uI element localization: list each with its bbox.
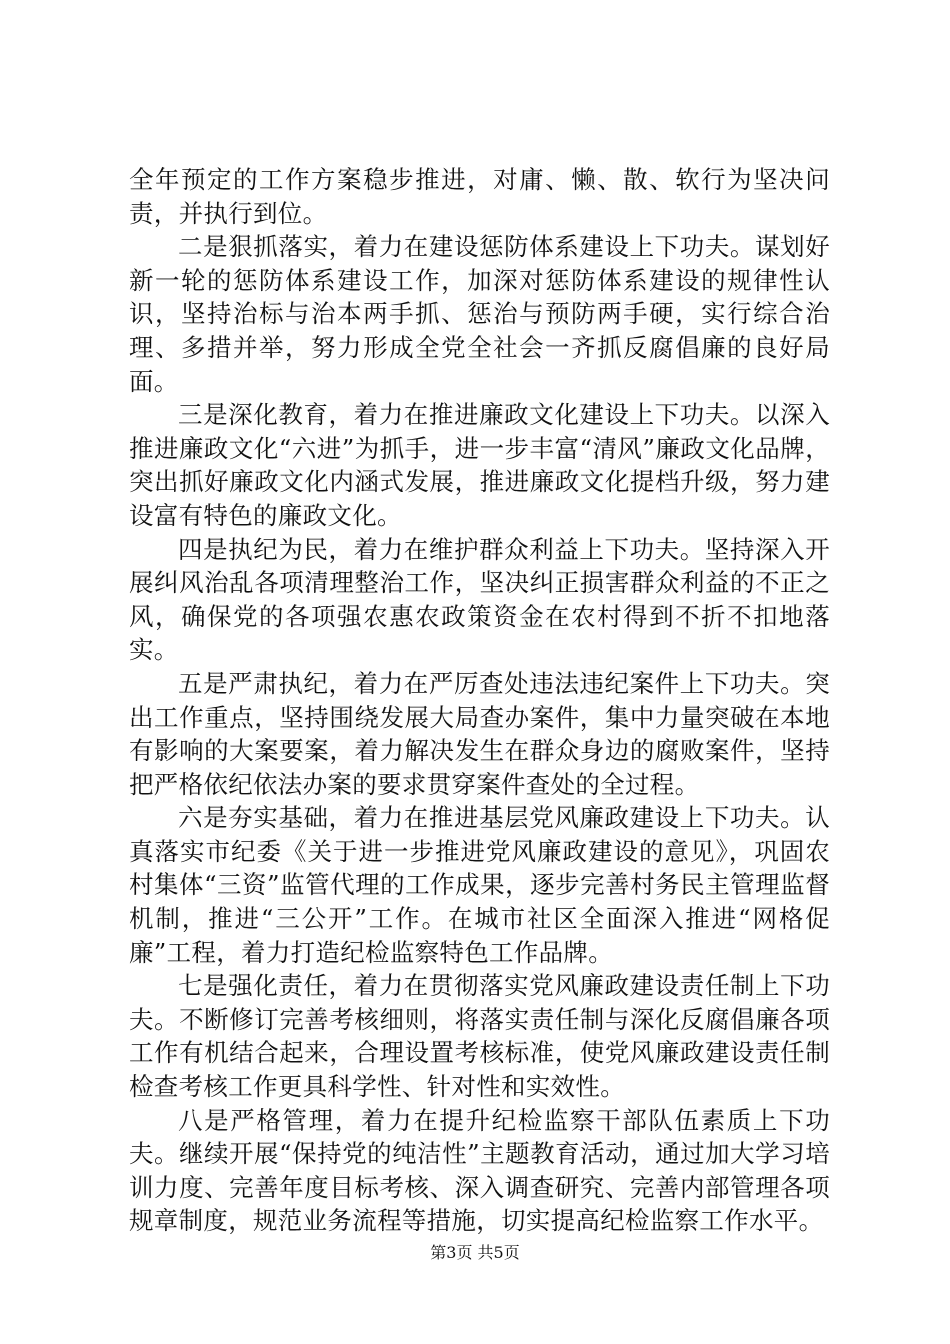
paragraph-item-3: 三是深化教育，着力在推进廉政文化建设上下功夫。以深入推进廉政文化“六进”为抓手，进一步丰富“清风”廉政文化品牌，突出抓好廉政文化内涵式发展，推进廉政文化提档升级，努力建设富有特色的廉政文化。 (129, 400, 830, 530)
paragraph-item-7: 七是强化责任，着力在贯彻落实党风廉政建设责任制上下功夫。不断修订完善考核细则，将落实责任制与深化反腐倡廉各项工作有机结合起来，合理设置考核标准，使党风廉政建设责任制检查考核工作更具科学性、针对性和实效性。 (129, 971, 830, 1102)
paragraph-item-5: 五是严肃执纪，着力在严厉查处违法违纪案件上下功夫。突出工作重点，坚持围绕发展大局查办案件，集中力量突破在本地有影响的大案要案，着力解决发生在群众身边的腐败案件，坚持把严格依纪依法办案的要求贯穿案件查处的全过程。 (129, 668, 830, 799)
paragraph-item-8: 八是严格管理，着力在提升纪检监察干部队伍素质上下功夫。继续开展“保持党的纯洁性”主题教育活动，通过加大学习培训力度、完善年度目标考核、深入调查研究、完善内部管理各项规章制度，规范业务流程等措施，切实提高纪检监察工作水平。 (129, 1105, 830, 1236)
page-footer-number: 第3页 共5页 (430, 1243, 520, 1262)
paragraph-continuation: 全年预定的工作方案稳步推进，对庸、懒、散、软行为坚决问责，并执行到位。 (129, 165, 830, 228)
paragraph-item-2: 二是狠抓落实，着力在建设惩防体系建设上下功夫。谋划好新一轮的惩防体系建设工作，加深对惩防体系建设的规律性认识，坚持治标与治本两手抓、惩治与预防两手硬，实行综合治理、多措并举，努力形成全党全社会一齐抓反腐倡廉的良好局面。 (129, 232, 830, 396)
document-body (129, 163, 830, 1238)
paragraph-item-6: 六是夯实基础，着力在推进基层党风廉政建设上下功夫。认真落实市纪委《关于进一步推进党风廉政建设的意见》，巩固农村集体“三资”监管代理的工作成果，逐步完善村务民主管理监督机制，推进“三公开”工作。在城市社区全面深入推进“网格促廉”工程，着力打造纪检监察特色工作品牌。 (129, 803, 830, 967)
paragraph-item-4: 四是执纪为民，着力在维护群众利益上下功夫。坚持深入开展纠风治乱各项清理整治工作，坚决纠正损害群众利益的不正之风，确保党的各项强农惠农政策资金在农村得到不折不扣地落实。 (129, 534, 830, 665)
